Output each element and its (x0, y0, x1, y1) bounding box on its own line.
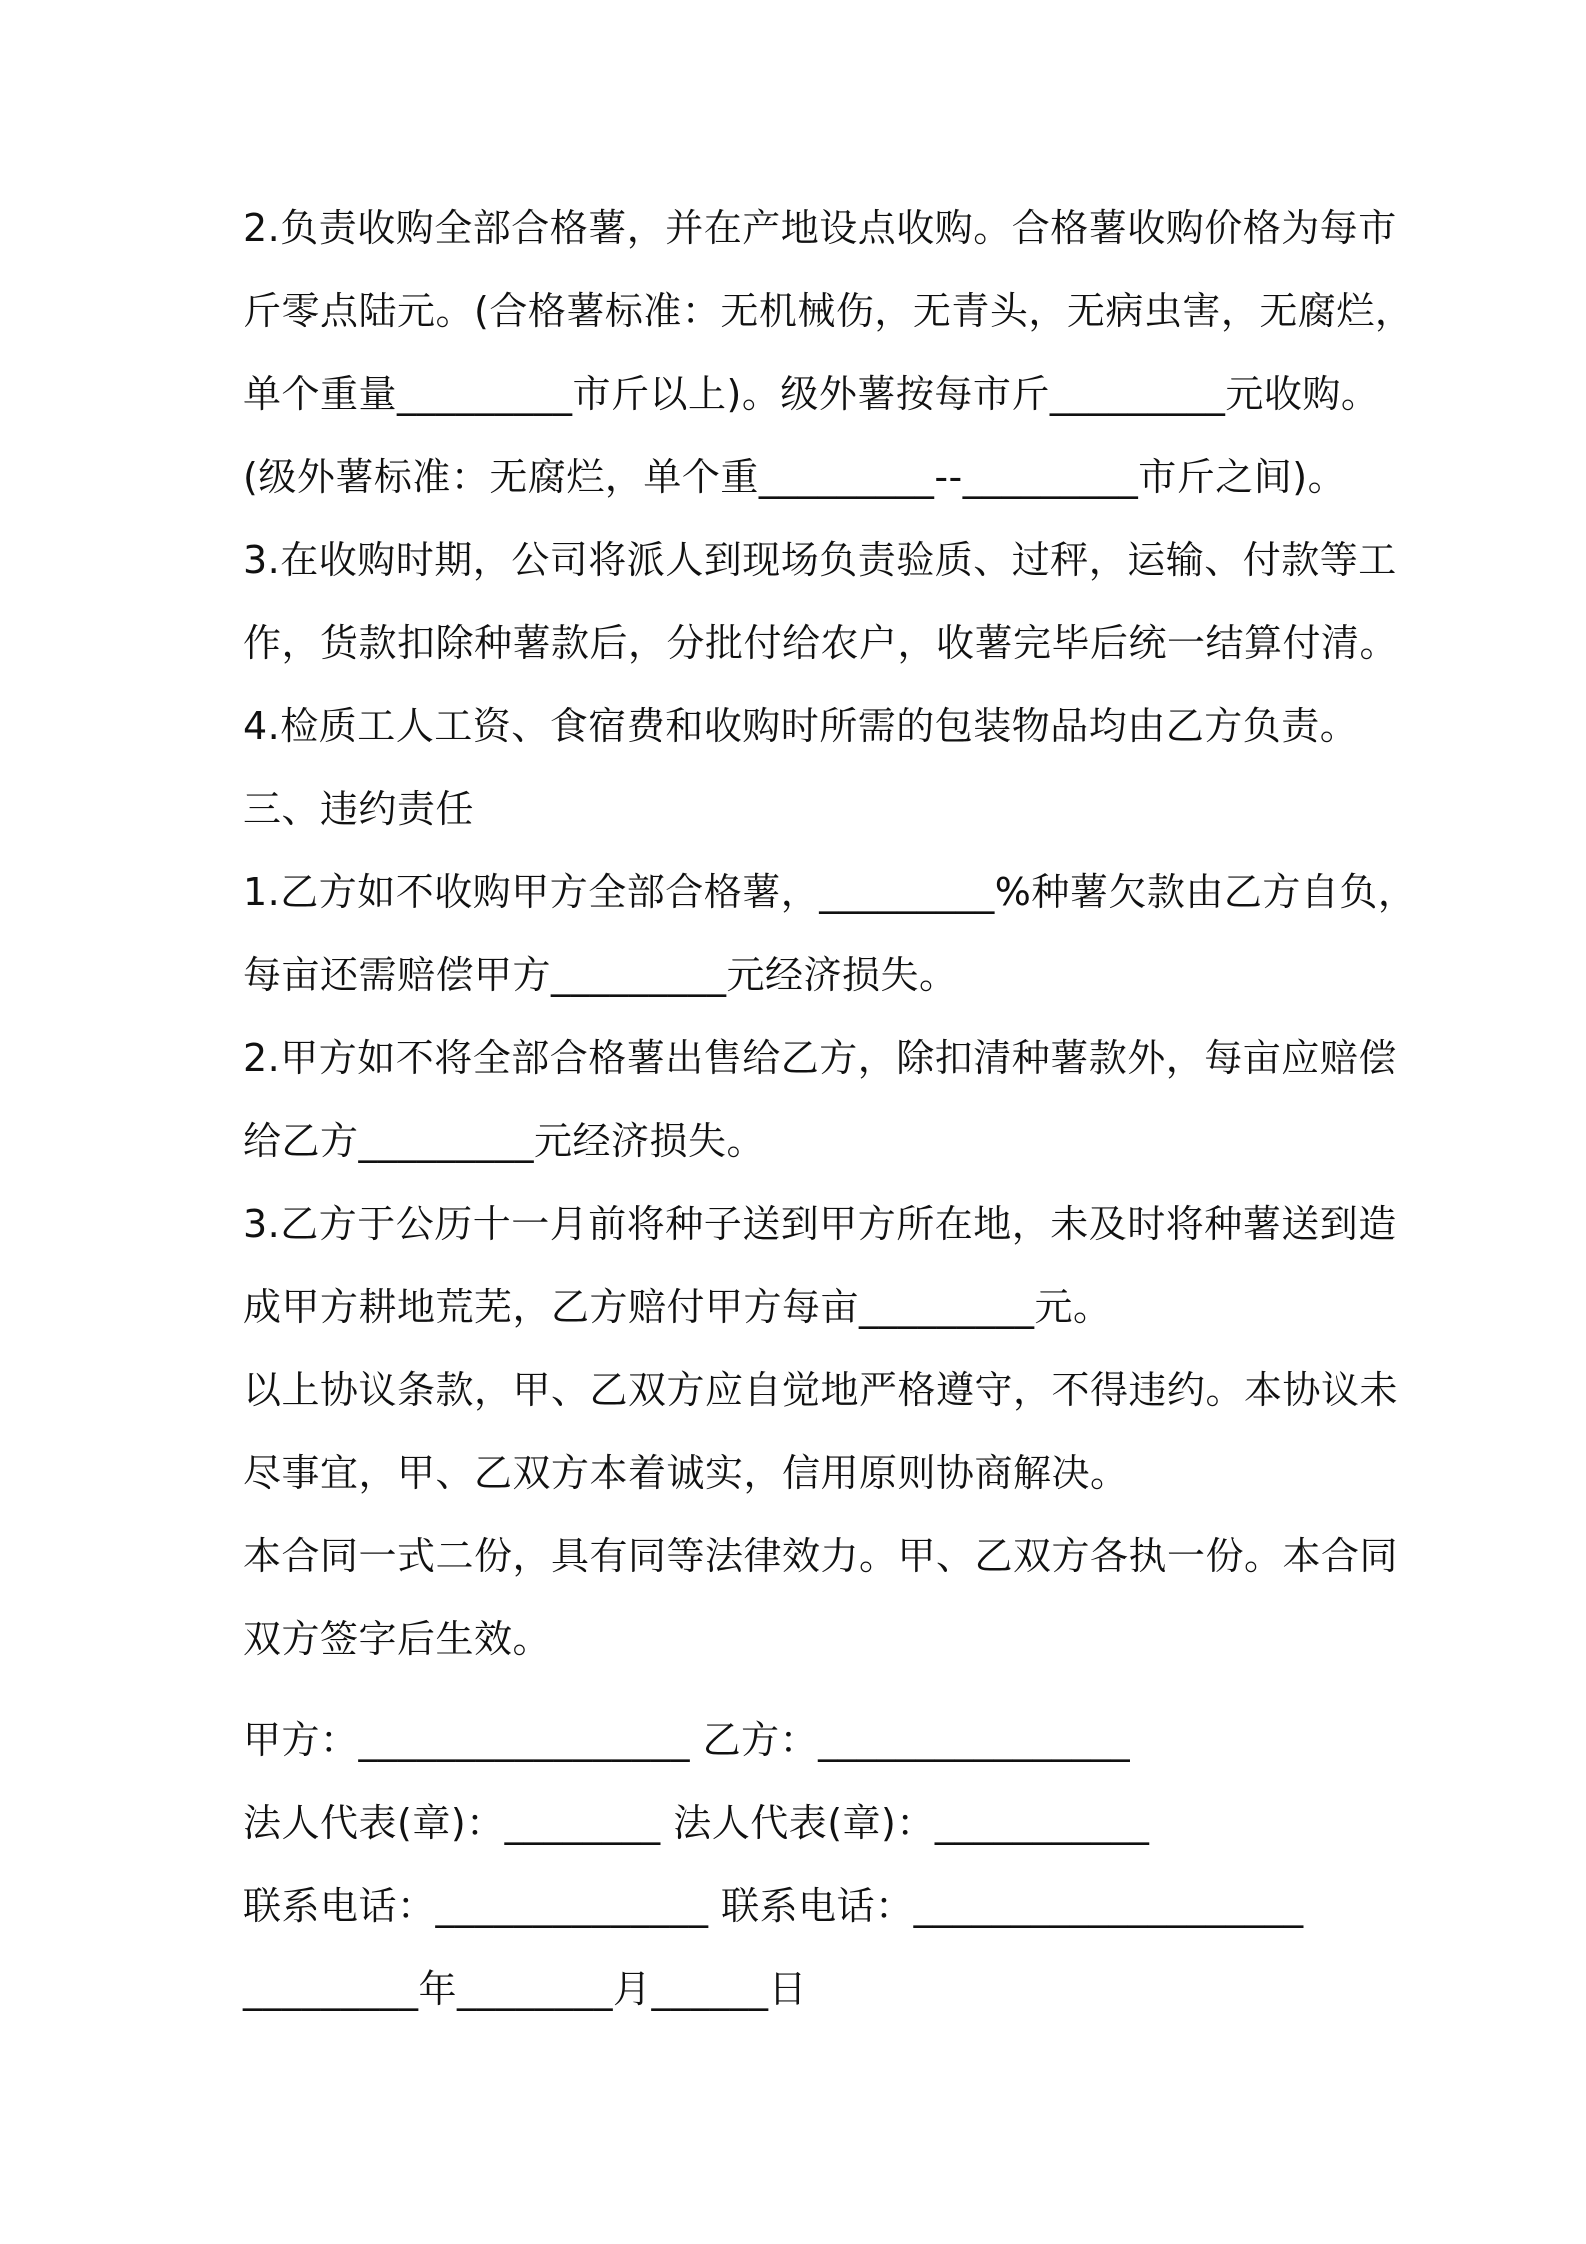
text-line-9: 1.乙方如不收购甲方全部合格薯，_________%种薯欠款由乙方自负， (243, 870, 1417, 914)
text-line-7: 4.检质工人工资、食宿费和收购时所需的包装物品均由乙方负责。 (243, 704, 1359, 748)
text-line-18: 双方签字后生效。 (243, 1617, 552, 1661)
text-line-14: 成甲方耕地荒芜，乙方赔付甲方每亩_________元。 (243, 1285, 1112, 1329)
text-line-10: 每亩还需赔偿甲方_________元经济损失。 (243, 953, 958, 997)
text-line-3: 单个重量_________市斤以上)。级外薯按每市斤_________元收购。 (243, 372, 1380, 416)
text-line-4: (级外薯标准：无腐烂，单个重_________--_________市斤之间)。 (243, 455, 1347, 499)
signature-representative-line: 法人代表(章)：________ 法人代表(章)：___________ (243, 1801, 1150, 1845)
text-line-12: 给乙方_________元经济损失。 (243, 1119, 766, 1163)
signature-date-line: _________年________月______日 (243, 1967, 808, 2011)
text-line-17: 本合同一式二份，具有同等法律效力。甲、乙双方各执一份。本合同 (243, 1534, 1399, 1578)
text-line-11: 2.甲方如不将全部合格薯出售给乙方，除扣清种薯款外，每亩应赔偿 (243, 1036, 1397, 1080)
text-line-16: 尽事宜，甲、乙双方本着诚实，信用原则协商解决。 (243, 1451, 1129, 1495)
text-line-15: 以上协议条款，甲、乙双方应自觉地严格遵守，不得违约。本协议未 (243, 1368, 1399, 1412)
text-line-2: 斤零点陆元。(合格薯标准：无机械伤，无青头，无病虫害，无腐烂， (243, 289, 1414, 333)
text-line-5: 3.在收购时期，公司将派人到现场负责验质、过秤，运输、付款等工 (243, 538, 1397, 582)
signature-party-line: 甲方：_________________ 乙方：________________ (243, 1718, 1131, 1762)
text-line-1: 2.负责收购全部合格薯，并在产地设点收购。合格薯收购价格为每市 (243, 206, 1397, 250)
text-line-13: 3.乙方于公历十一月前将种子送到甲方所在地，未及时将种薯送到造 (243, 1202, 1397, 1246)
text-line-6: 作，货款扣除种薯款后，分批付给农户，收薯完毕后统一结算付清。 (243, 621, 1399, 665)
section-heading-breach: 三、违约责任 (243, 787, 475, 831)
signature-phone-line: 联系电话：______________ 联系电话：____________________ (243, 1884, 1304, 1928)
